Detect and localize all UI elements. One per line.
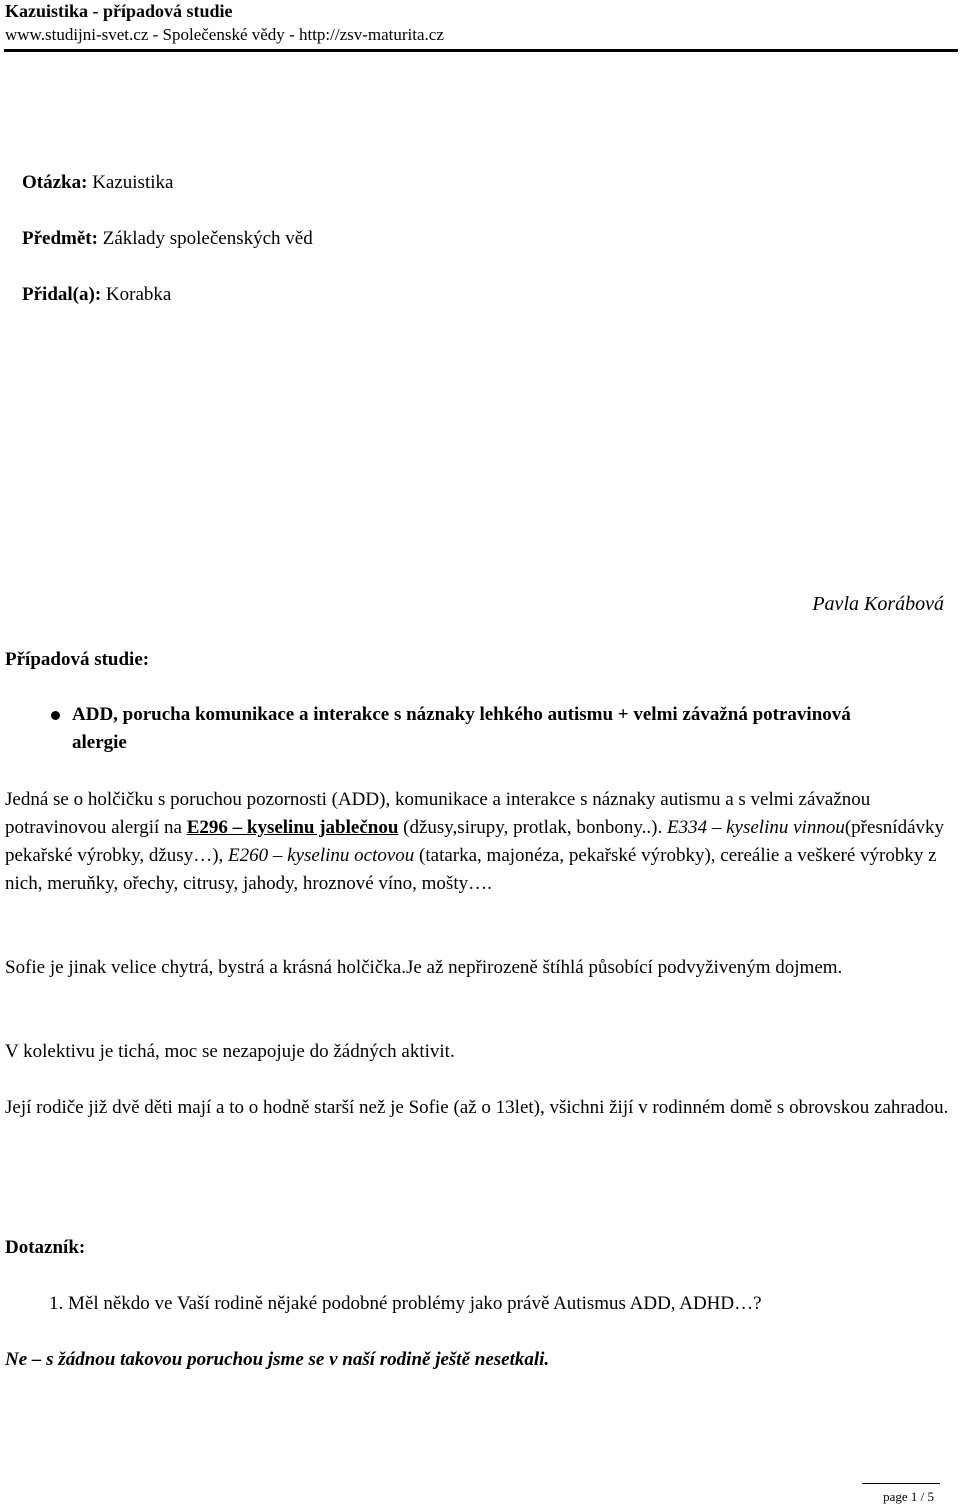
paragraph-text: Jedná se o holčičku s poruchou pozornosti (ADD), komunikace a interakce s náznaky autismu a s velmi závažnou potravinovou alergií na (5, 789, 871, 838)
list-item (0, 701, 900, 757)
case-paragraph-description: Sofie je jinak velice chytrá, bystrá a krásná holčička.Je až nepřirozeně štíhlá působící podvyživeným dojmem. (5, 957, 843, 978)
case-paragraph-collective: V kolektivu je tichá, moc se nezapojuje do žádných aktivit. (5, 1041, 455, 1062)
allergen-e260: E260 – kyselinu octovou (228, 845, 415, 866)
page-number: page 1 / 5 (883, 1489, 934, 1504)
allergen-code: E296 (186, 817, 228, 838)
meta-added-value: Korabka (101, 284, 172, 305)
meta-question (22, 170, 173, 196)
document-header-title: Kazuistika - případová studie (5, 1, 233, 21)
case-paragraph-allergy (5, 786, 950, 898)
header-divider (4, 49, 958, 52)
allergen-e334: E334 – kyselinu vinnou (667, 817, 845, 838)
case-study-heading: Případová studie: (5, 649, 150, 670)
diagnosis-list (0, 701, 900, 757)
bullet-icon (51, 711, 60, 720)
author-name: Pavla Korábová (812, 593, 944, 615)
questionnaire-heading: Dotazník: (5, 1237, 86, 1258)
meta-subject (22, 226, 313, 252)
paragraph-text: (tatarka, majonéza, pekařské výrobky), cereálie a veškeré výrobky z nich, meruňky, ořechy, citrusy, jahody, hroznové víno, mošty…. (5, 845, 937, 894)
answer-text: Ne – s žádnou takovou poruchou jsme se v naší rodině ještě nesetkali. (5, 1349, 550, 1370)
meta-subject-label: Předmět: (22, 228, 98, 249)
meta-subject-value: Základy společenských věd (97, 228, 313, 249)
allergen-name: kyselinu jablečnou (246, 817, 399, 838)
allergen-link-e296[interactable] (187, 817, 399, 838)
allergen-dash: – (227, 817, 247, 838)
paragraph-text: (džusy,sirupy, protlak, bonbony..). (398, 817, 667, 838)
footer-divider (862, 1483, 940, 1484)
meta-question-value: Kazuistika (87, 172, 174, 193)
document-header-subtitle: www.studijni-svet.cz - Společenské vědy - http://zsv-maturita.cz (5, 25, 444, 44)
meta-added-by (22, 282, 171, 308)
meta-question-label: Otázka: (22, 172, 88, 193)
question-item: 1. Měl někdo ve Vaší rodině nějaké podobné problémy jako právě Autismus ADD, ADHD…? (49, 1293, 762, 1314)
list-item-text: ADD, porucha komunikace a interakce s náznaky lehkého autismu + velmi závažná potravinová alergie (72, 704, 851, 753)
paragraph-text: (přesnídávky pekařské výrobky, džusy…), (5, 817, 945, 866)
meta-added-label: Přidal(a): (22, 284, 102, 305)
case-paragraph-family: Její rodiče již dvě děti mají a to o hodně starší než je Sofie (až o 13let), všichni žijí v rodinném domě s obrovskou zahradou. (5, 1097, 949, 1118)
